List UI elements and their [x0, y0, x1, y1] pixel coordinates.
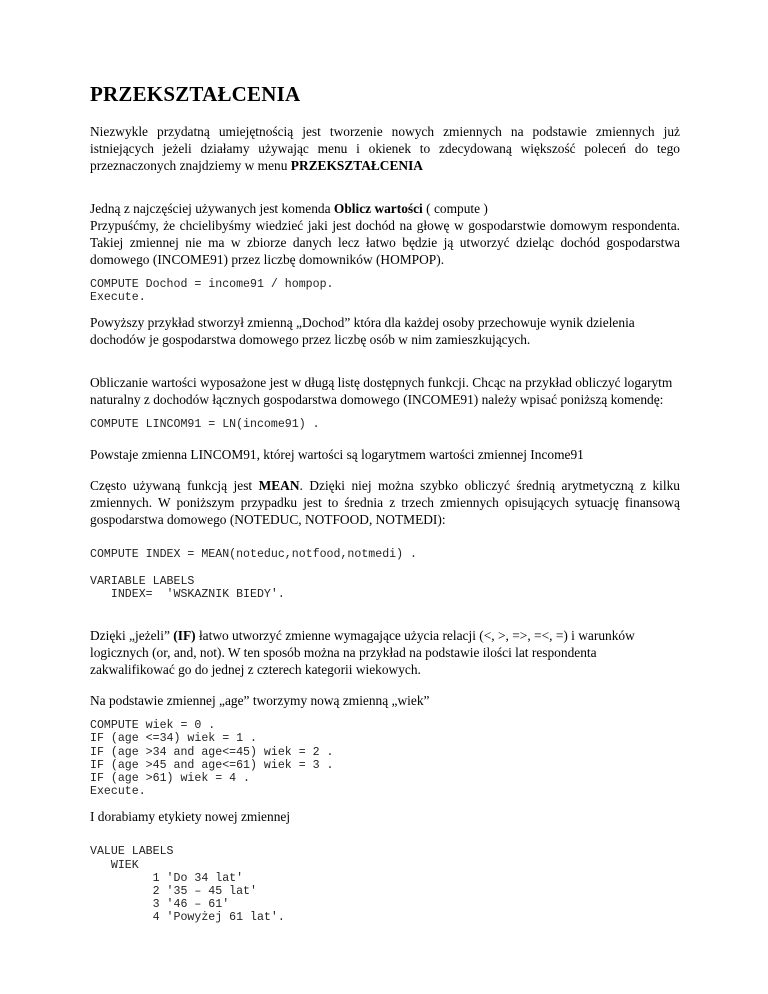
mean-function-name: MEAN	[258, 477, 300, 493]
wiek-code-block: COMPUTE wiek = 0 . IF (age <=34) wiek = 1 . IF (age >34 and age<=45) wiek = 2 . IF (age >45 and age<=61) wiek = 3 . IF (age >61) wiek = 4 . Execute.	[90, 719, 334, 799]
labels-intro: I dorabiamy etykiety nowej zmiennej	[90, 809, 291, 825]
intro-menu-name: PRZEKSZTAŁCENIA	[290, 158, 423, 173]
mean-suffix: . Dzięki niej można szybko obliczyć średnią arytmetyczną z kilku zmiennych. W poniższym przypadku jest to średnia z trzech zmiennych opisujących sytuację finansową gospodarstwa domowego (NOTEDUC, NOTFOOD, NOTMEDI):	[90, 477, 680, 527]
intro-text: Niezwykle przydatną umiejętnością jest tworzenie nowych zmiennych na podstawie zmiennych już istniejących jeżeli działamy używając menu i okienek to zdecydowaną większość poleceń do tego przeznaczonych znajdziemy w menu	[90, 124, 680, 173]
functions-paragraph: Obliczanie wartości wyposażone jest w długą listę dostępnych funkcji. Chcąc na przykład obliczyć logarytm naturalny z dochodów łącznych gospodarstwa domowego (INCOME91) należy wpisać poniższą komendę:	[90, 375, 673, 408]
compute-explanation: Powyższy przykład stworzył zmienną „Dochod” która dla każdej osoby przechowuje wynik dzielenia dochodów je gospodarstwa domowego przez liczbę osób w nim zamieszkujących.	[90, 315, 635, 348]
if-suffix: łatwo utworzyć zmienne wymagające użycia relacji (<, >, =>, =<, =) i warunków logicznych (or, and, not). W ten sposób można na przykład na podstawie ilości lat respondenta zakwalifikować go do jednej z czterech kategorii wiekowych.	[90, 628, 635, 678]
if-paragraph	[90, 627, 680, 678]
mean-paragraph	[90, 477, 680, 528]
document-page	[90, 82, 680, 925]
compute-suffix: ( compute )	[422, 201, 488, 216]
page-title: PRZEKSZTAŁCENIA	[90, 82, 301, 106]
compute-paragraph: Przypuśćmy, że chcielibyśmy wiedzieć jaki jest dochód na głowę w gospodarstwie domowym respondenta. Takiej zmiennej nie ma w zbiorze danych lecz łatwo będzie ją utworzyć dzieląc dochód gospodarstwa domowego (INCOME91) przez liczbę domowników (HOMPOP).	[90, 218, 680, 267]
if-keyword: (IF)	[173, 628, 196, 644]
if-prefix: Dzięki „jeżeli”	[90, 628, 174, 644]
compute-heading-line	[90, 200, 680, 217]
compute-command-name: Oblicz wartości	[333, 201, 423, 216]
compute-prefix: Jedną z najczęściej używanych jest komenda	[90, 201, 334, 216]
mean-code-block: COMPUTE INDEX = MEAN(noteduc,notfood,notmedi) .	[90, 547, 417, 561]
mean-prefix: Często używaną funkcją jest	[90, 477, 259, 493]
value-labels-code-block: VALUE LABELS WIEK 1 'Do 34 lat' 2 '35 – 45 lat' 3 '46 – 61' 4 'Powyżej 61 lat'.	[90, 845, 285, 925]
ln-explanation: Powstaje zmienna LINCOM91, której wartości są logarytmem wartości zmiennej Income91	[90, 446, 584, 462]
ln-code-block: COMPUTE LINCOM91 = LN(income91) .	[90, 418, 320, 432]
intro-paragraph	[90, 123, 680, 174]
variable-labels-code-block: VARIABLE LABELS INDEX= 'WSKAZNIK BIEDY'.	[90, 574, 285, 602]
compute-code-block: COMPUTE Dochod = income91 / hompop. Execute.	[90, 278, 334, 305]
wiek-intro: Na podstawie zmiennej „age” tworzymy nową zmienną „wiek”	[90, 693, 430, 709]
